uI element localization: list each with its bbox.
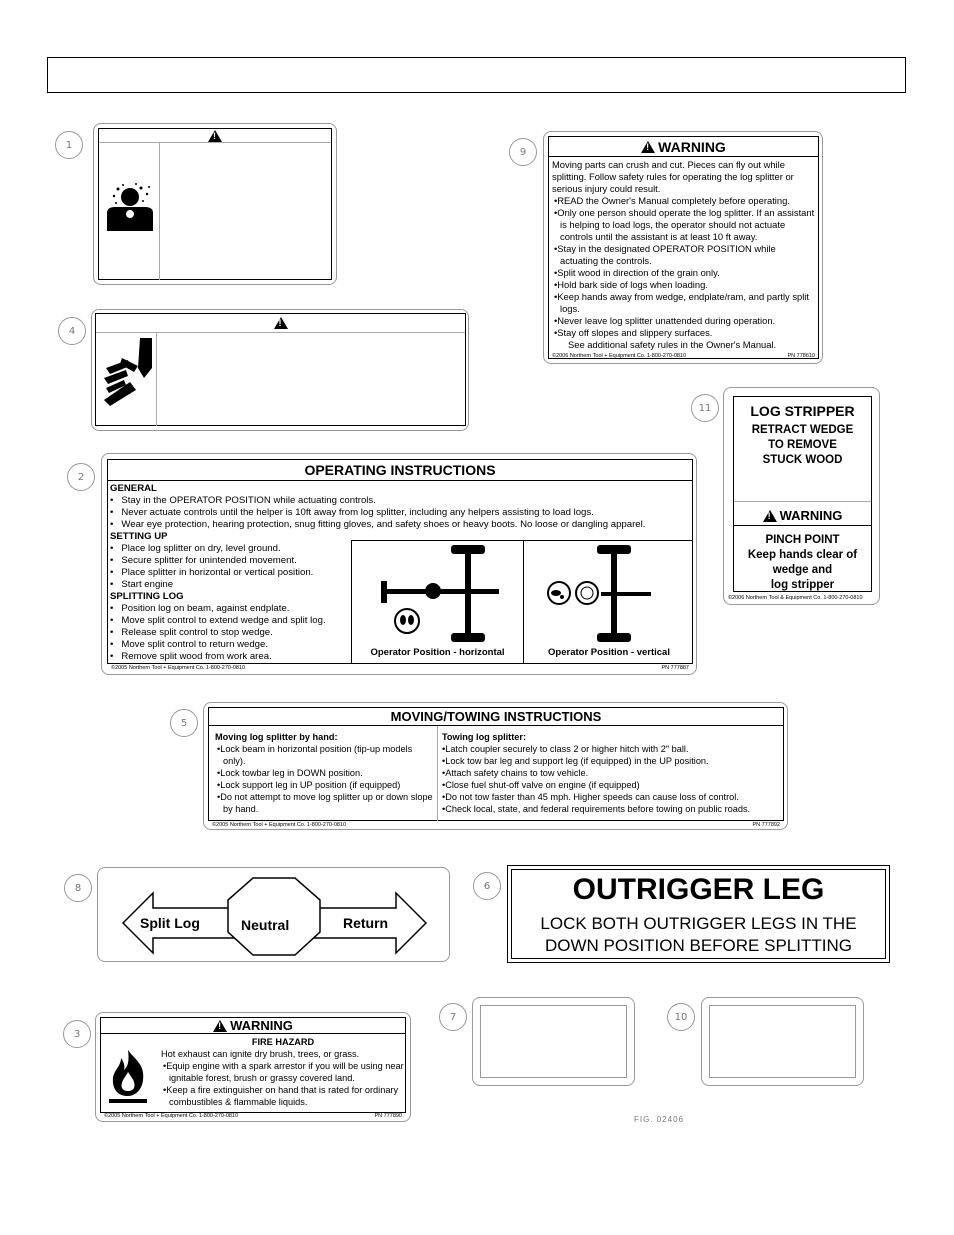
list-item: •Keep hands away from wedge, endplate/ram, and partly split logs. xyxy=(554,291,809,314)
list-item: •Close fuel shut-off valve on engine (if equipped) xyxy=(442,780,640,790)
part-number: PN 777887 xyxy=(661,665,689,671)
copyright: ©2006 Northern Tool + Equipment Co. 1-800-270-0810 xyxy=(552,353,687,359)
list-item: • Wear eye protection, hearing protection, snug fitting gloves, and safety shoes or heavy boots. No loose or dangling apparel. xyxy=(110,519,646,530)
list-item: •READ the Owner's Manual completely before operating. xyxy=(554,195,790,206)
warning-triangle-icon xyxy=(208,130,222,142)
neutral-label: Neutral xyxy=(241,917,290,933)
toxic-fumes-icon xyxy=(103,181,157,239)
callout-1: 1 xyxy=(55,131,83,159)
callout-10: 10 xyxy=(667,1003,695,1031)
figure-label: FIG. 02406 xyxy=(634,1115,685,1124)
warning-triangle-icon xyxy=(213,1020,227,1032)
list-item: • Secure splitter for unintended movement. xyxy=(110,555,297,566)
list-item: • Start engine xyxy=(110,579,174,590)
part-number: PN 777892 xyxy=(752,822,780,828)
list-item: •Stay in the designated OPERATOR POSITION while actuating the controls. xyxy=(554,243,776,266)
return-label: Return xyxy=(343,915,389,931)
list-item: •Lock towbar leg in DOWN position. xyxy=(217,768,363,778)
moving-title: MOVING/TOWING INSTRUCTIONS xyxy=(209,708,783,726)
copyright: ©2005 Northern Tool + Equipment Co. 1-800-270-0810 xyxy=(104,1113,239,1119)
crush-hand-icon xyxy=(100,338,152,406)
callout-6: 6 xyxy=(473,872,501,900)
list-item: • Move split control to extend wedge and split log. xyxy=(110,615,326,626)
operator-position-panel xyxy=(351,540,693,664)
list-item: •Do not attempt to move log splitter up or down slope by hand. xyxy=(217,792,433,814)
callout-3: 3 xyxy=(63,1020,91,1048)
list-item: •Do not tow faster than 45 mph. Higher speeds can cause loss of control. xyxy=(442,792,739,802)
warning-triangle-icon xyxy=(763,510,777,522)
list-item: •Split wood in direction of the grain only. xyxy=(554,267,720,278)
list-item: •Latch coupler securely to class 2 or higher hitch with 2" ball. xyxy=(442,744,689,754)
list-item: • Position log on beam, against endplate. xyxy=(110,603,290,614)
list-item: •Never leave log splitter unattended during operation. xyxy=(554,315,776,326)
callout-2: 2 xyxy=(67,463,95,491)
decal-9-header: ! WARNING xyxy=(549,137,818,157)
decal-1 xyxy=(93,123,337,285)
operating-title: OPERATING INSTRUCTIONS xyxy=(108,460,692,481)
list-item: •Check local, state, and federal requirements before towing on public roads. xyxy=(442,804,751,814)
decal-3: ! WARNING FIRE HAZARD Hot exhaust can ignite dry brush, trees, or grass. •Equip engine with a spark arrestor if you will be using near ignitable forest, brush or grassy covered land. •Keep a fire extinguisher on hand that is rated for ordinary combustibles & flammable liquids. ©2005 Northern Tool + Equipment Co. 1-800-270-0810 PN 777890 xyxy=(95,1012,411,1122)
decal-7 xyxy=(472,997,635,1086)
part-number: PN 778610 xyxy=(787,353,815,359)
copyright: ©2005 Northern Tool + Equipment Co. 1-800-270-0810 xyxy=(212,822,347,828)
vertical-position-label: Operator Position - vertical xyxy=(548,647,670,658)
decal-5: MOVING/TOWING INSTRUCTIONS Moving log splitter by hand: •Lock beam in horizontal position (tip-up models only). •Lock towbar leg in DOWN position. •Lock support leg in UP position (if equipped) •Do not attempt to move log splitter up or down slope by hand. Towing log splitter: •Latch coupler securely to class 2 or higher hitch with 2" ball. •Lock tow bar leg and support leg (if equipped) in the UP position. •Attach safety chains to tow vehicle. •Close fuel shut-off valve on engine (if equipped) •Do not tow faster than 45 mph. Higher speeds can cause loss of control. •Check local, state, and federal requirements before towing on public roads. ©2005 Northern Tool + Equipment Co. 1-800-270-0810 PN 777892 xyxy=(203,702,788,830)
list-item: •Hold bark side of logs when loading. xyxy=(554,279,708,290)
list-item: •Stay off slopes and slippery surfaces. xyxy=(554,327,713,338)
copyright: ©2006 Northern Tool & Equipment Co. 1-800-270-0810 xyxy=(728,595,863,601)
header-box xyxy=(47,57,906,93)
list-item: •Only one person should operate the log splitter. If an assistant is helping to load logs, the operator should not actuate controls until the assistant is at least 10 ft away. xyxy=(554,207,815,242)
log-stripper-title: LOG STRIPPER xyxy=(750,403,855,419)
callout-9: 9 xyxy=(509,138,537,166)
list-item: •Lock beam in horizontal position (tip-up models only). xyxy=(217,744,413,766)
list-item: • Move split control to return wedge. xyxy=(110,639,269,650)
vertical-position-diagram xyxy=(547,545,672,643)
see-more: See additional safety rules in the Owner's Manual. xyxy=(568,339,777,350)
callout-5: 5 xyxy=(170,709,198,737)
callout-8: 8 xyxy=(64,874,92,902)
copyright: ©2005 Northern Tool + Equipment Co. 1-800-270-0810 xyxy=(111,665,246,671)
callout-4: 4 xyxy=(58,317,86,345)
list-item: •Lock tow bar leg and support leg (if equipped) in the UP position. xyxy=(442,756,709,766)
decal-3-header: ! WARNING xyxy=(101,1018,405,1034)
list-item: •Equip engine with a spark arrestor if you will be using near ignitable forest, brush or grassy covered land. xyxy=(163,1061,404,1083)
list-item: • Remove split wood from work area. xyxy=(110,651,272,662)
list-item: •Lock support leg in UP position (if equipped) xyxy=(217,780,401,790)
list-item: • Never actuate controls until the helper is 10ft away from log splitter, including any helpers assisting to load logs. xyxy=(110,507,594,518)
list-item: •Attach safety chains to tow vehicle. xyxy=(442,768,589,778)
horizontal-position-label: Operator Position - horizontal xyxy=(370,647,505,658)
decal-6: OUTRIGGER LEG LOCK BOTH OUTRIGGER LEGS IN THE DOWN POSITION BEFORE SPLITTING xyxy=(507,865,890,963)
decal-8 xyxy=(97,867,450,962)
callout-7: 7 xyxy=(439,1003,467,1031)
part-number: PN 777890 xyxy=(374,1113,402,1119)
list-item: • Stay in the OPERATOR POSITION while actuating controls. xyxy=(110,495,376,506)
split-log-label: Split Log xyxy=(140,915,200,931)
warning-triangle-icon xyxy=(274,317,288,329)
fire-hazard-icon xyxy=(107,1048,149,1106)
decal-9-intro: Moving parts can crush and cut. Pieces can fly out while splitting. Follow safety rules for operating the log splitter or serious injury could result. xyxy=(552,159,794,194)
decal-11: LOG STRIPPER RETRACT WEDGE TO REMOVE STUCK WOOD ! WARNING PINCH POINT Keep hands clear of wedge and log stripper ©2006 Northern Tool & Equipment Co. 1-800-270-0810 xyxy=(723,387,880,605)
horizontal-position-diagram xyxy=(377,545,502,643)
list-item: • Place log splitter on dry, level ground. xyxy=(110,543,281,554)
decal-9 xyxy=(543,131,823,364)
decal-1-header xyxy=(99,129,331,143)
list-item: • Place splitter in horizontal or vertical position. xyxy=(110,567,314,578)
callout-11: 11 xyxy=(691,394,719,422)
decal-10 xyxy=(701,997,864,1086)
list-item: • Release split control to stop wedge. xyxy=(110,627,273,638)
outrigger-title: OUTRIGGER LEG xyxy=(572,873,825,906)
decal-4 xyxy=(91,309,469,431)
decal-2: OPERATING INSTRUCTIONS GENERAL • Stay in the OPERATOR POSITION while actuating controls. • Never actuate controls until the helper is 10ft away from log splitter, including any helpers assisting to load logs. • Wear eye protection, hearing protection, snug fitting gloves, and safety shoes or heavy boots. No loose or dangling apparel. SETTING UP • Place log splitter on dry, level ground. • Secure splitter for unintended movement. • Place splitter in horizontal or vertical position. • Start engine SPLITTING LOG • Position log on beam, against endplate. • Move split control to extend wedge and split log. • Release split control to stop wedge. • Move split control to return wedge. • Remove split wood from work area. Operator Position - horizontal Operator Position - vertical ©2005 Northern Tool + Equipment Co. 1-800-270-0810 PN 777887 xyxy=(101,453,697,675)
warning-triangle-icon xyxy=(641,141,655,153)
list-item: •Keep a fire extinguisher on hand that is rated for ordinary combustibles & flammable liquids. xyxy=(163,1085,399,1107)
